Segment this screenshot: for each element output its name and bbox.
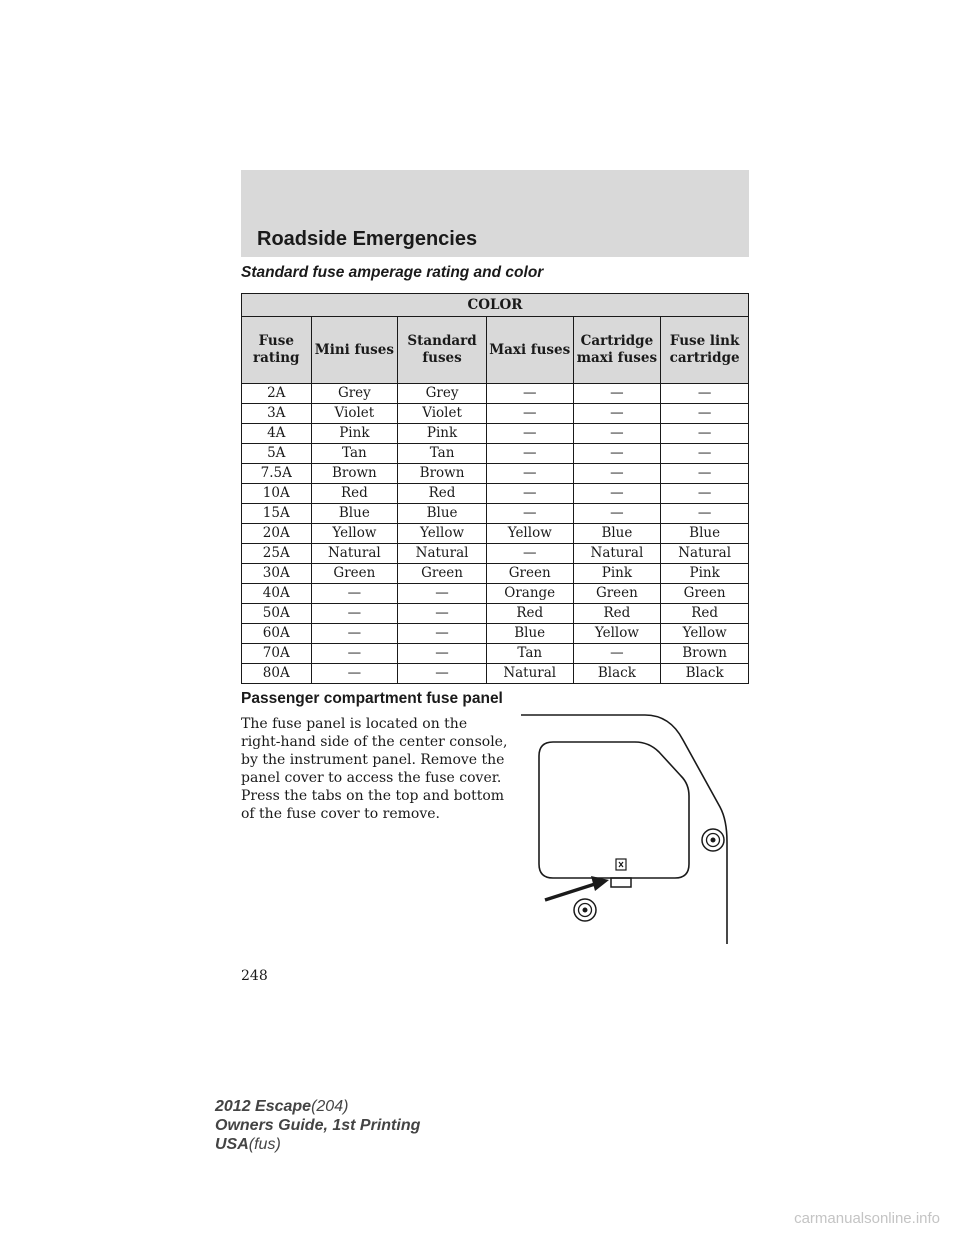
table-cell: Natural (573, 544, 661, 564)
table-cell: Brown (398, 464, 487, 484)
table-cell: — (661, 444, 749, 464)
table-row (242, 644, 749, 664)
table-cell: — (486, 544, 573, 564)
table-cell: Pink (311, 424, 398, 444)
table-cell: — (486, 404, 573, 424)
table-cell: — (573, 384, 661, 404)
table-row (242, 564, 749, 584)
table-cell: — (573, 504, 661, 524)
table-cell: — (661, 404, 749, 424)
table-cell: Green (661, 584, 749, 604)
table-row (242, 404, 749, 424)
table-row (242, 664, 749, 684)
section-heading: Passenger compartment fuse panel (241, 690, 503, 707)
table-cell: — (398, 664, 487, 684)
table-cell: — (398, 644, 487, 664)
table-cell: — (661, 484, 749, 504)
table-cell: — (311, 644, 398, 664)
table-cell: Red (311, 484, 398, 504)
page-number: 248 (241, 968, 268, 984)
table-cell: Tan (398, 444, 487, 464)
table-cell: Natural (486, 664, 573, 684)
fuse-panel-illustration (515, 712, 751, 948)
table-cell: 30A (242, 564, 312, 584)
table-row (242, 484, 749, 504)
table-cell: 2A (242, 384, 312, 404)
table-cell: Natural (661, 544, 749, 564)
table-cell: — (486, 424, 573, 444)
table-cell: Blue (661, 524, 749, 544)
table-cell: Red (398, 484, 487, 504)
section-header-bar (241, 170, 749, 257)
table-cell: 3A (242, 404, 312, 424)
body-paragraph: The fuse panel is located on the right-hand side of the center console, by the instrument panel. Remove the panel cover to access the fuse cover. Press the tabs on the top and bottom of the fuse cover to remove. (241, 716, 508, 822)
table-cell: Green (398, 564, 487, 584)
table-cell: Natural (311, 544, 398, 564)
table-row (242, 444, 749, 464)
fuse-color-table (241, 293, 749, 684)
table-cell: — (486, 444, 573, 464)
table-cell: Violet (311, 404, 398, 424)
table-cell: 15A (242, 504, 312, 524)
table-cell: — (486, 504, 573, 524)
table-cell: — (311, 624, 398, 644)
print-footer (215, 1097, 615, 1154)
table-row (242, 504, 749, 524)
table-cell: — (398, 584, 487, 604)
cover-tab (611, 878, 631, 887)
table-cell: — (661, 504, 749, 524)
table-cell: — (661, 384, 749, 404)
table-cell: Natural (398, 544, 487, 564)
table-cell: Blue (573, 524, 661, 544)
table-row (242, 584, 749, 604)
table-row (242, 544, 749, 564)
table-cell: — (486, 484, 573, 504)
table-cell: 70A (242, 644, 312, 664)
table-cell: 50A (242, 604, 312, 624)
table-cell: Yellow (398, 524, 487, 544)
table-cell: Grey (398, 384, 487, 404)
table-cell: — (311, 604, 398, 624)
table-cell: — (573, 484, 661, 504)
table-cell: Blue (311, 504, 398, 524)
table-cell: Violet (398, 404, 487, 424)
table-cell: Yellow (573, 624, 661, 644)
table-cell: Brown (661, 644, 749, 664)
column-header: Mini fuses (311, 317, 398, 384)
table-cell: 4A (242, 424, 312, 444)
column-header: Cartridge maxi fuses (573, 317, 661, 384)
table-cell: Blue (398, 504, 487, 524)
table-cell: Green (311, 564, 398, 584)
table-cell: 40A (242, 584, 312, 604)
table-cell: Black (661, 664, 749, 684)
table-caption: Standard fuse amperage rating and color (241, 264, 544, 281)
table-cell: 60A (242, 624, 312, 644)
table-cell: Yellow (311, 524, 398, 544)
table-cell: — (573, 404, 661, 424)
column-header: Standard fuses (398, 317, 487, 384)
table-cell: 25A (242, 544, 312, 564)
footer-line-market: USA(fus) (215, 1136, 281, 1153)
table-cell: Green (486, 564, 573, 584)
table-cell: Orange (486, 584, 573, 604)
color-group-header: COLOR (242, 294, 749, 317)
section-title: Roadside Emergencies (257, 228, 478, 250)
table-cell: Blue (486, 624, 573, 644)
table-cell: Green (573, 584, 661, 604)
table-cell: — (573, 644, 661, 664)
fastener-icon (574, 899, 596, 921)
table-cell: Black (573, 664, 661, 684)
table-cell: — (486, 384, 573, 404)
table-cell: Yellow (486, 524, 573, 544)
table-cell: 7.5A (242, 464, 312, 484)
table-cell: — (398, 624, 487, 644)
table-cell: — (398, 604, 487, 624)
fuse-symbol-icon (616, 859, 626, 870)
table-cell: Red (573, 604, 661, 624)
arrow-icon (545, 876, 609, 900)
table-cell: 5A (242, 444, 312, 464)
console-outline (521, 715, 727, 944)
table-cell: Red (486, 604, 573, 624)
footer-line-model: 2012 Escape(204) (215, 1098, 349, 1115)
table-row (242, 424, 749, 444)
fastener-icon (702, 829, 724, 851)
column-header-row (242, 317, 749, 384)
table-cell: Pink (398, 424, 487, 444)
table-cell: Brown (311, 464, 398, 484)
table-cell: 20A (242, 524, 312, 544)
table-cell: Pink (661, 564, 749, 584)
column-header: Fuse rating (242, 317, 312, 384)
table-cell: Yellow (661, 624, 749, 644)
table-row (242, 464, 749, 484)
watermark[interactable]: carmanualsonline.info (794, 1210, 940, 1227)
table-cell: Grey (311, 384, 398, 404)
table-cell: Tan (486, 644, 573, 664)
column-header: Fuse link cartridge (661, 317, 749, 384)
table-cell: — (573, 444, 661, 464)
table-cell: — (661, 424, 749, 444)
table-cell: 10A (242, 484, 312, 504)
column-header: Maxi fuses (486, 317, 573, 384)
table-cell: — (486, 464, 573, 484)
table-cell: Pink (573, 564, 661, 584)
footer-line-guide: Owners Guide, 1st Printing (215, 1117, 421, 1134)
panel-cover (539, 742, 689, 878)
table-cell: — (311, 584, 398, 604)
table-cell: 80A (242, 664, 312, 684)
table-cell: — (573, 424, 661, 444)
table-cell: Tan (311, 444, 398, 464)
table-cell: — (661, 464, 749, 484)
table-cell: Red (661, 604, 749, 624)
table-row (242, 524, 749, 544)
table-row (242, 624, 749, 644)
table-cell: — (311, 664, 398, 684)
table-row (242, 384, 749, 404)
table-row (242, 604, 749, 624)
table-cell: — (573, 464, 661, 484)
